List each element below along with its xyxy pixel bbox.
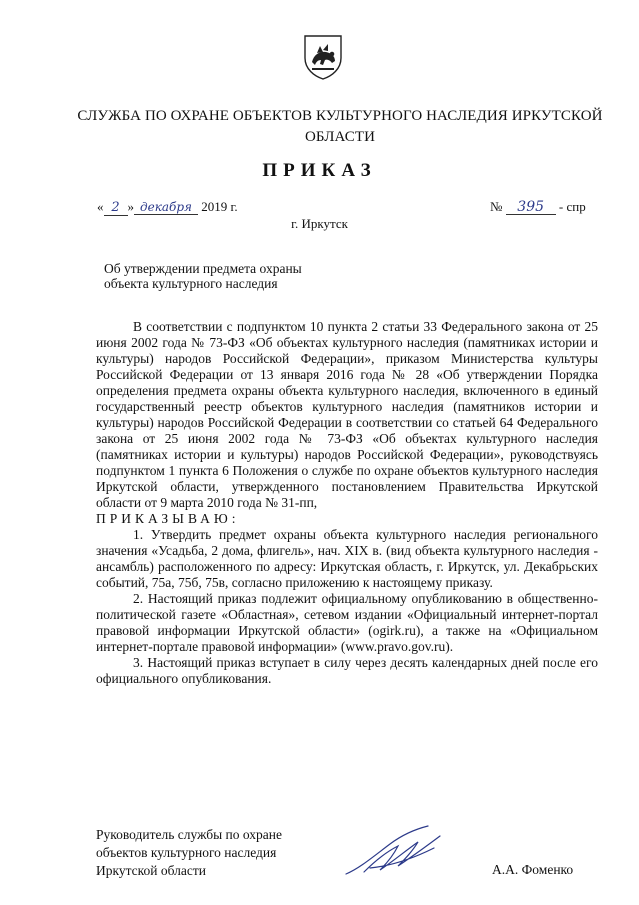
irkutsk-coat-of-arms-icon [301,32,345,80]
order-directive: ПРИКАЗЫВАЮ: [96,511,240,526]
order-number [490,199,586,215]
organization-name: СЛУЖБА ПО ОХРАНЕ ОБЪЕКТОВ КУЛЬТУРНОГО НАСЛЕДИЯ ИРКУТСКОЙ ОБЛАСТИ [77,108,603,145]
signatory-position [96,826,282,880]
order-date [97,199,238,216]
order-body [96,319,598,687]
order-item-3: 3. Настоящий приказ вступает в силу через десять календарных дней после его официального опубликования. [96,655,598,686]
subject-line: объекта культурного наследия [104,276,278,291]
signatory-name: А.А. Фоменко [492,862,574,877]
position-line: Руководитель службы по охране [96,827,283,842]
number-suffix: - спр [558,199,586,214]
position-line: объектов культурного наследия [96,845,277,860]
order-item-2: 2. Настоящий приказ подлежит официальному опубликованию в общественно-политической газете «Областная», сетевом издании «Официальный интернет-портал правовой информации Иркутской области» (ogirk.ru), а также на «Официальном интернет-портале правовой информации» (www.pravo.gov.ru). [96,591,598,654]
order-subject [104,261,344,291]
order-item-1: 1. Утвердить предмет охраны объекта культурного наследия регионального значения «Усадьба, 2 дома, флигель», нач. XIX в. (вид объекта культурного наследия - ансамбль) расположенного по адресу: Иркутская область, г. Иркутск, ул. Декабрьских событий, 75а, 75б, 75в, согласно приложению к настоящему приказу. [96,527,598,590]
number-prefix: № [490,199,503,214]
position-line: Иркутской области [96,863,207,878]
handwritten-signature [340,822,450,882]
date-month: декабря [134,200,198,215]
city: г. Иркутск [291,216,348,231]
number-value: 395 [506,200,556,215]
subject-line: Об утверждении предмета охраны [104,261,302,276]
date-quote-open: « [97,199,104,214]
date-year: 2019 г. [201,199,238,214]
date-day: 2 [104,201,128,216]
preamble-paragraph: В соответствии с подпунктом 10 пункта 2 статьи 33 Федерального закона от 25 июня 2002 года № 73-ФЗ «Об объектах культурного наследия (памятниках истории и культуры) народов Российской Федерации», приказом Министерства культуры Российской Федерации от 13 января 2016 года № 28 «Об утверждении Порядка определения предмета охраны объекта культурного наследия, включенного в единый государственный реестр объектов культурного наследия (памятников истории и культуры) народов Российской Федерации в соответствии со статьей 64 Федерального закона от 25 июня 2002 года № 73-ФЗ «Об объектах культурного наследия (памятниках истории и культуры) народов Российской Федерации», руководствуясь подпунктом 1 пункта 6 Положения о службе по охране объектов культурного наследия Иркутской области, утвержденного постановлением Правительства Иркутской области от 9 марта 2010 года № 31-пп, [96,319,598,510]
date-quote-close: » [127,199,134,214]
document-type-title: ПРИКАЗ [262,160,377,181]
